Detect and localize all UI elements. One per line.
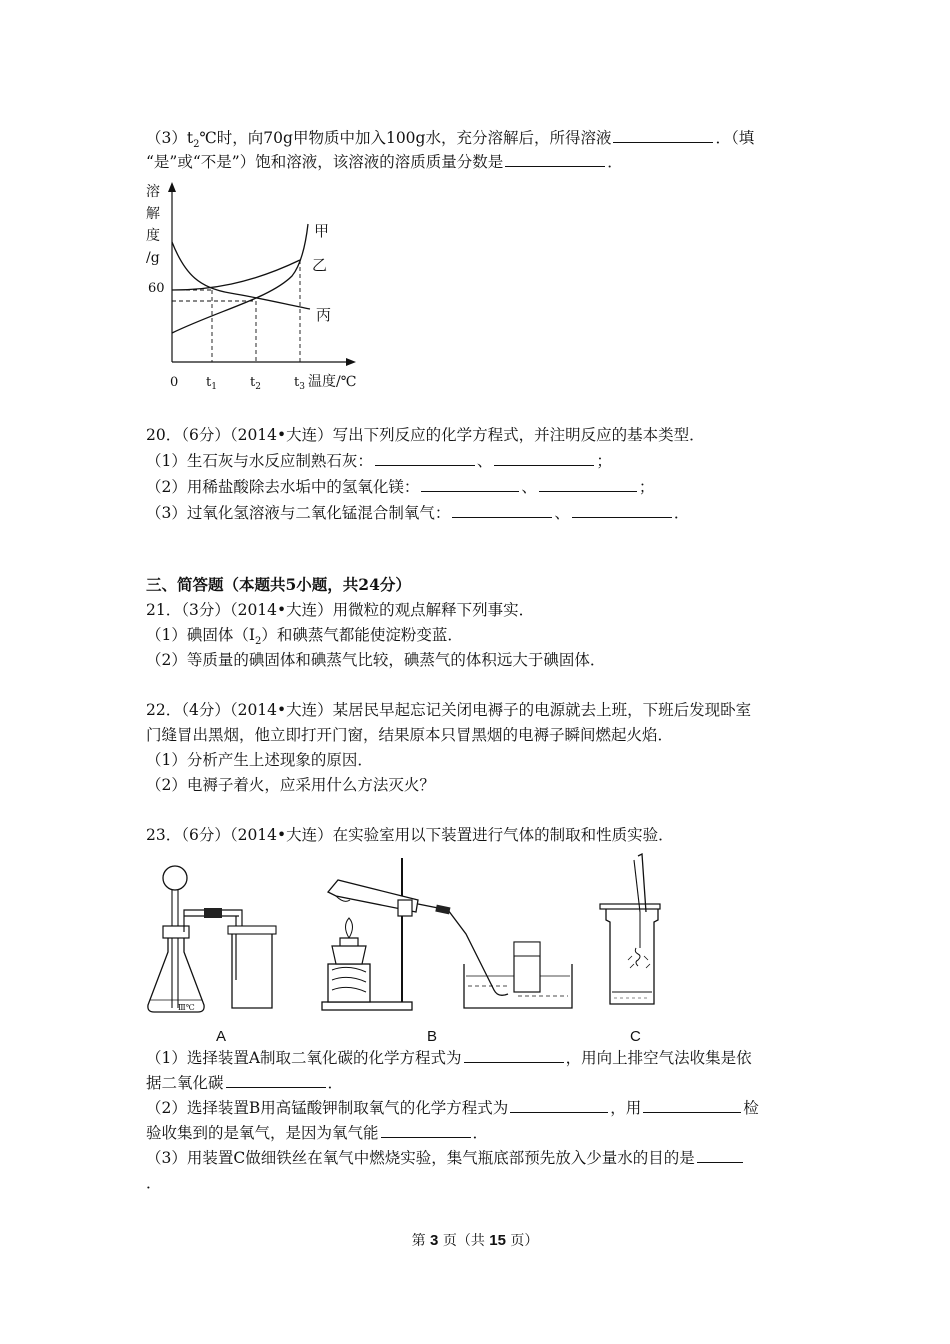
- x-tick-label: 0: [170, 375, 179, 390]
- x-axis-label: 温度/℃: [308, 374, 357, 390]
- text: （3）过氧化氢溶液与二氧化锰混合制氧气：: [146, 504, 451, 522]
- y-tick-label: 60: [148, 281, 165, 296]
- answer-blank[interactable]: [505, 151, 605, 167]
- answer-blank[interactable]: [226, 1072, 326, 1088]
- apparatus-b: [318, 852, 580, 1022]
- label-a: A: [216, 1028, 227, 1045]
- q23-part3-cont: ．: [146, 1174, 162, 1192]
- q23-part1: [146, 1047, 752, 1069]
- text: （1）碘固体（I: [146, 626, 255, 644]
- answer-blank[interactable]: [643, 1097, 741, 1113]
- q23-title: 23．（6分）（2014•大连）在实验室用以下装置进行气体的制取和性质实验．: [146, 826, 674, 844]
- text: ．: [327, 1074, 344, 1092]
- text: ，用: [610, 1099, 642, 1117]
- x-tick-label: $t_2$: [250, 375, 261, 392]
- svg-text:Ⅲ℃: Ⅲ℃: [178, 1003, 195, 1012]
- series-label-jia: 甲: [314, 222, 330, 240]
- page-total: 15: [489, 1232, 506, 1249]
- x-tick-label: $t_1$: [206, 375, 217, 392]
- label-b: B: [427, 1028, 438, 1045]
- y-axis-arrow: [168, 182, 176, 192]
- series-jia-curve: [172, 224, 308, 333]
- apparatus-a: [144, 860, 294, 1020]
- page-footer: [0, 1230, 950, 1250]
- ylabel-char: /g: [146, 250, 160, 266]
- text: （1）生石灰与水反应制熟石灰：: [146, 452, 373, 470]
- answer-blank[interactable]: [697, 1147, 743, 1163]
- q20-title: 20．（6分）（2014•大连）写出下列反应的化学方程式，并注明反应的基本类型．: [146, 426, 705, 444]
- text: （3）用装置C做细铁丝在氧气中燃烧实验，集气瓶底部预先放入少量水的目的是: [146, 1149, 695, 1167]
- q20-part2: [146, 476, 654, 498]
- series-label-bing: 丙: [316, 306, 332, 324]
- label-c: C: [630, 1028, 641, 1045]
- text: （1）选择装置A制取二氧化碳的化学方程式为: [146, 1049, 462, 1067]
- q21-part2: （2）等质量的碘固体和碘蒸气比较，碘蒸气的体积远大于碘固体．: [146, 651, 606, 669]
- text: 检: [743, 1099, 759, 1117]
- text: 页）: [505, 1233, 539, 1249]
- text: ，用向上排空气法收集是依: [565, 1049, 752, 1067]
- q23-part2: [146, 1097, 759, 1119]
- text: 、: [521, 478, 537, 496]
- text: ．: [607, 153, 623, 171]
- ylabel-char: 解: [146, 206, 160, 222]
- text: ℃时，向70g甲物质中加入100g水，充分溶解后，所得溶液: [199, 129, 612, 147]
- text: ；: [596, 452, 612, 470]
- answer-blank[interactable]: [464, 1047, 564, 1063]
- q19-part3-line2: [146, 151, 623, 173]
- answer-blank[interactable]: [572, 502, 672, 518]
- text: 、: [554, 504, 570, 522]
- answer-blank[interactable]: [510, 1097, 608, 1113]
- q22-part2: （2）电褥子着火，应采用什么方法灭火？: [146, 776, 435, 794]
- text: “是”或“不是”）饱和溶液，该溶液的溶质质量分数是: [146, 153, 504, 171]
- q21-title: 21．（3分）（2014•大连）用微粒的观点解释下列事实．: [146, 601, 535, 619]
- q23-part3: [146, 1147, 745, 1169]
- text: ；: [638, 478, 655, 496]
- series-bing-curve: [172, 242, 310, 309]
- series-label-yi: 乙: [312, 256, 328, 274]
- q20-part1: [146, 450, 612, 472]
- apparatus-c: [600, 852, 680, 1012]
- text: ．: [673, 504, 690, 522]
- page-number: 3: [430, 1232, 439, 1249]
- text: 据二氧化碳: [146, 1074, 224, 1092]
- text: 、: [476, 452, 493, 470]
- subscript: 2: [255, 636, 262, 648]
- subscript: 2: [193, 139, 200, 151]
- text: （2）选择装置B用高锰酸钾制取氧气的化学方程式为: [146, 1099, 509, 1117]
- text: ．（填: [715, 129, 755, 147]
- text: 验收集到的是氧气，是因为氧气能: [146, 1124, 379, 1142]
- answer-blank[interactable]: [375, 450, 475, 466]
- text: （2）用稀盐酸除去水垢中的氢氧化镁：: [146, 478, 420, 496]
- text: 页（共: [438, 1233, 490, 1249]
- text: ．: [472, 1124, 489, 1142]
- section-title: 三、简答题（本题共5小题，共24分）: [146, 575, 411, 594]
- q22-part1: （1）分析产生上述现象的原因．: [146, 751, 373, 769]
- answer-blank[interactable]: [381, 1122, 471, 1138]
- answer-blank[interactable]: [539, 476, 637, 492]
- answer-blank[interactable]: [494, 450, 594, 466]
- q23-part1-cont: [146, 1072, 343, 1094]
- x-axis-arrow: [346, 358, 356, 366]
- q22-title-cont: 门缝冒出黑烟，他立即打开门窗，结果原本只冒黑烟的电褥子瞬间燃起火焰．: [146, 726, 674, 744]
- ylabel-char: 度: [146, 228, 160, 244]
- solubility-chart: [140, 180, 380, 400]
- q22-title: 22．（4分）（2014•大连）某居民早起忘记关闭电褥子的电源就去上班，下班后发现卧室: [146, 701, 752, 719]
- q20-part3: [146, 502, 689, 524]
- x-tick-label: $t_3$: [294, 375, 305, 392]
- answer-blank[interactable]: [452, 502, 552, 518]
- answer-blank[interactable]: [421, 476, 519, 492]
- text: （3）t: [146, 129, 194, 147]
- ylabel-char: 溶: [146, 184, 160, 200]
- text: 第: [411, 1233, 431, 1249]
- answer-blank[interactable]: [613, 127, 713, 143]
- q23-part2-cont: [146, 1122, 488, 1144]
- text: ）和碘蒸气都能使淀粉变蓝．: [261, 626, 463, 644]
